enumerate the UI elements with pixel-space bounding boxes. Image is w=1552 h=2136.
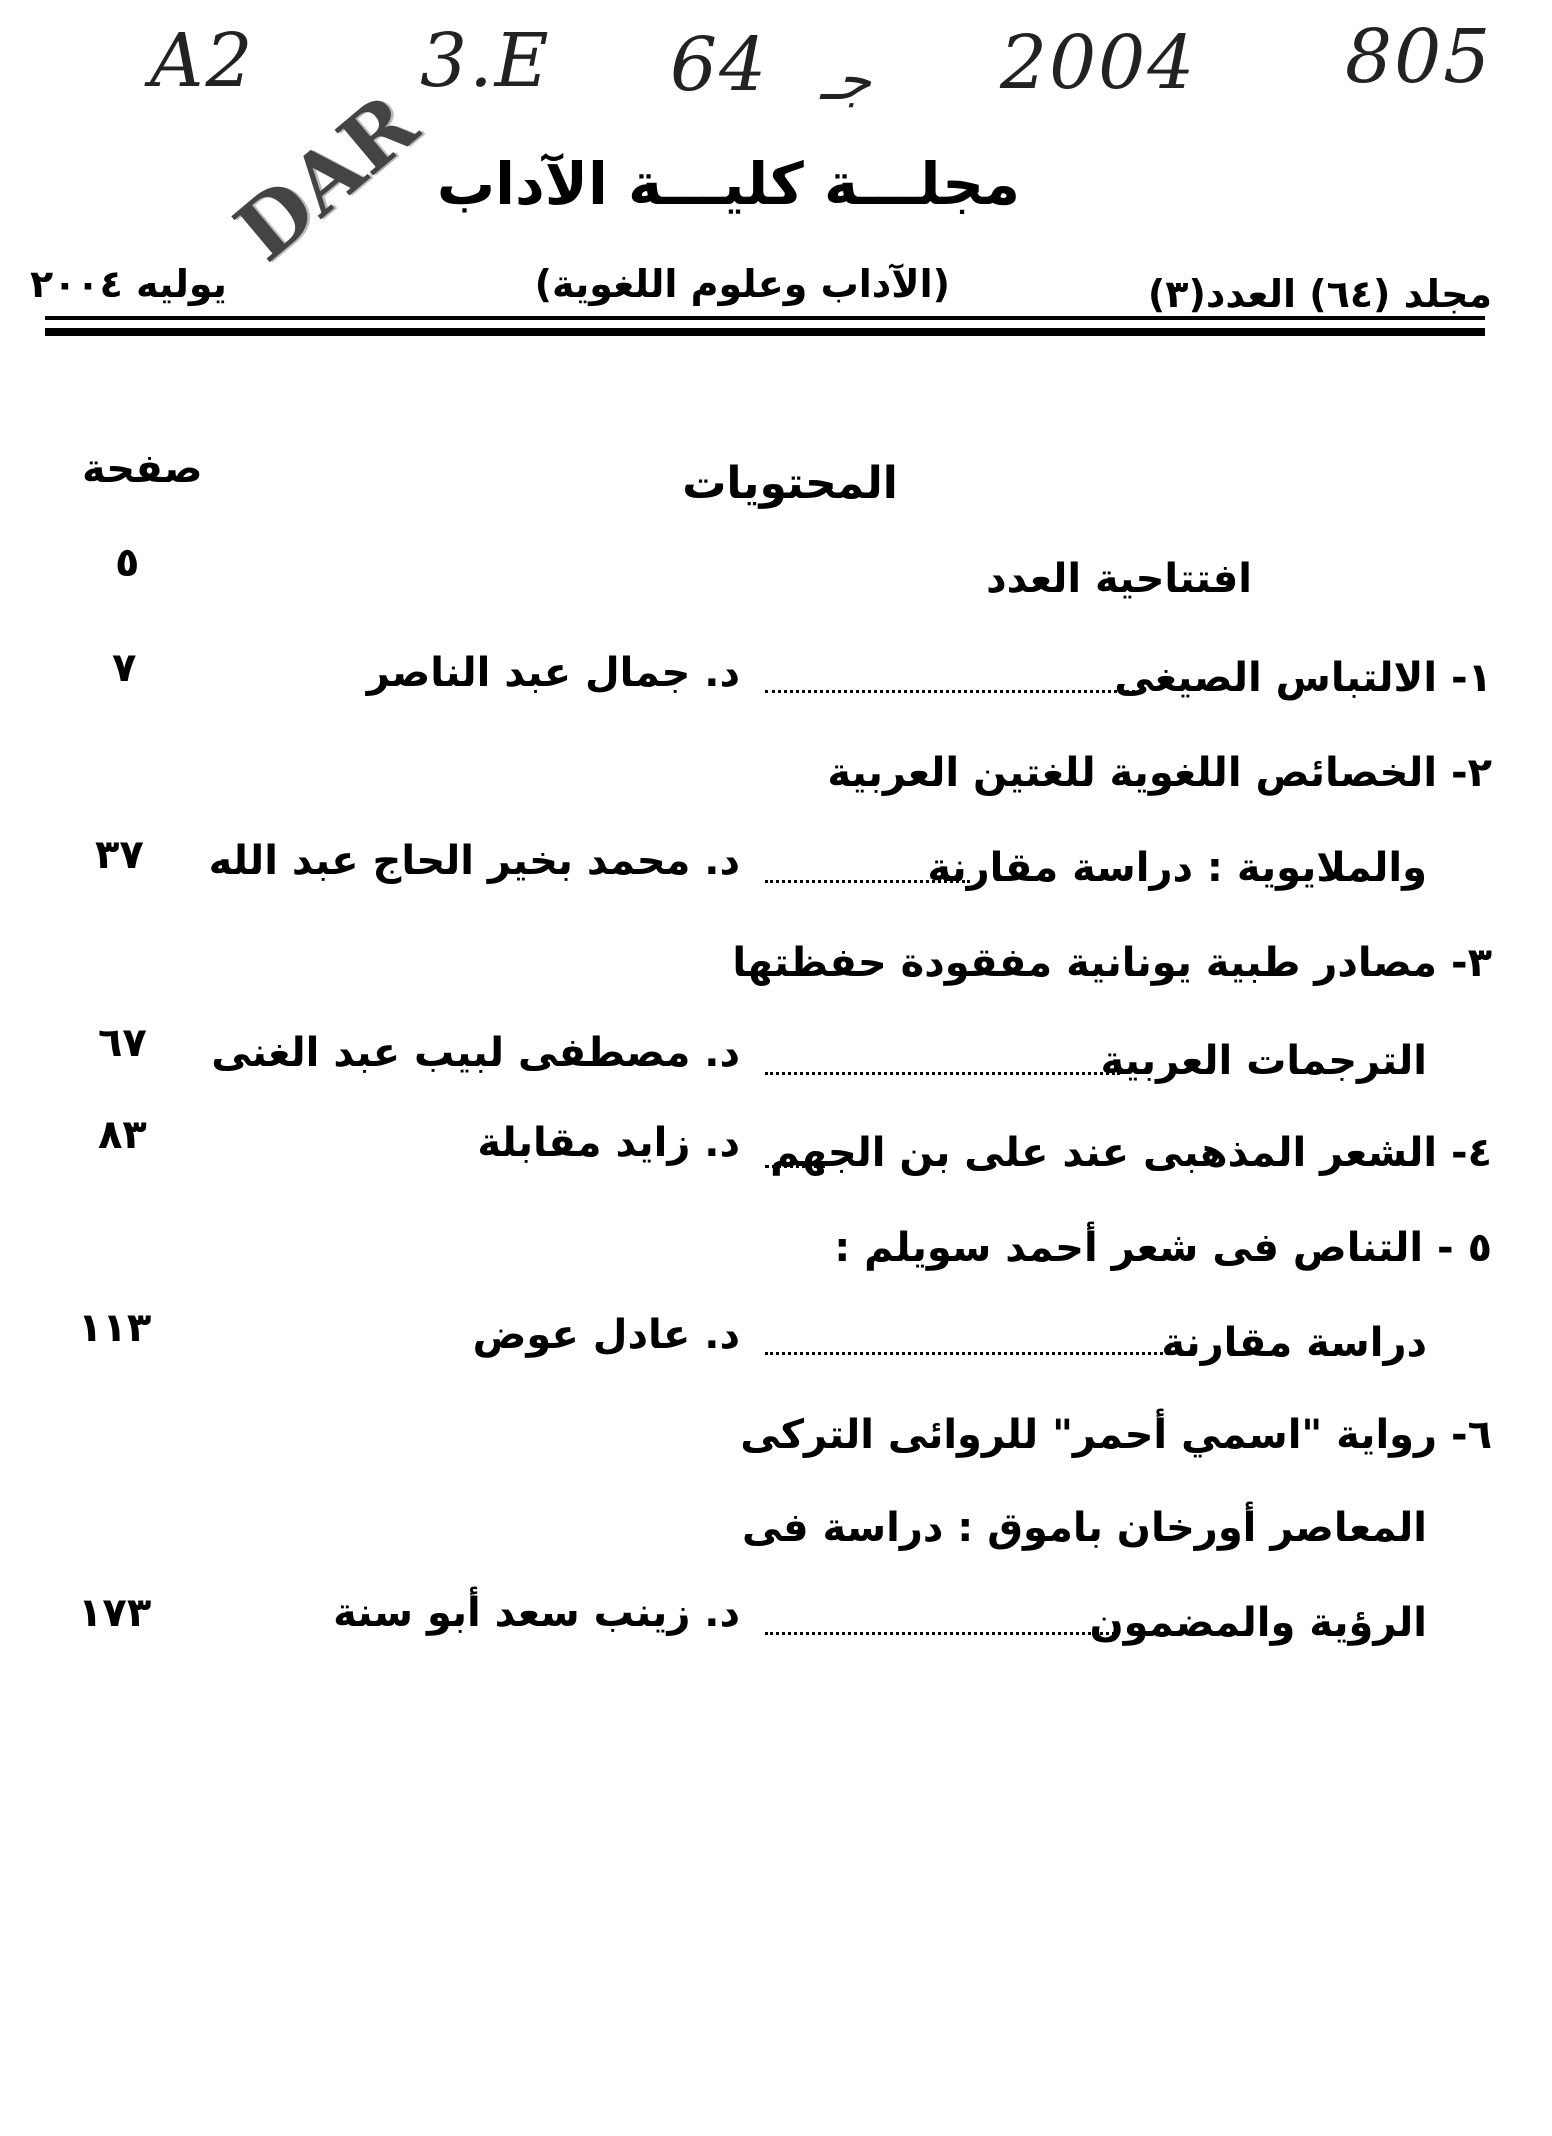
toc-entry-page: ٦٧ [98, 1020, 147, 1066]
toc-entry-author: د. جمال عبد الناصر [366, 650, 740, 696]
leader-dots [765, 1072, 1120, 1075]
issue-date: يوليه ٢٠٠٤ [30, 262, 227, 306]
handwritten-part-note: جـ [820, 48, 872, 113]
handwritten-ref-middle: 3.E [420, 18, 551, 104]
toc-entry-title-line: المعاصر أورخان باموق : دراسة فى [741, 1505, 1427, 1551]
page-column-label: صفحة [82, 446, 203, 492]
library-stamp: DAR [217, 76, 436, 280]
leader-dots [765, 690, 1135, 693]
toc-entry-title-line: دراسة مقارنة [1161, 1320, 1427, 1366]
toc-entry-title-line: ٥ - التناص فى شعر أحمد سويلم : [834, 1225, 1492, 1271]
toc-entry-page: ٥ [115, 540, 140, 586]
toc-entry-title-line: افتتاحية العدد [986, 556, 1252, 602]
toc-entry-title-line: ٢- الخصائص اللغوية للغتين العربية [827, 750, 1492, 796]
handwritten-number-note: 805 [1345, 14, 1493, 100]
toc-entry-author: د. مصطفى لبيب عبد الغنى [211, 1030, 740, 1076]
toc-entry-author: د. زايد مقابلة [477, 1120, 740, 1166]
header-rule-top [45, 316, 1485, 320]
toc-entry-page: ٨٣ [98, 1112, 147, 1158]
toc-entry-title-line: والملايوية : دراسة مقارنة [927, 845, 1427, 891]
volume-issue: مجلد (٦٤) العدد(٣) [1147, 272, 1492, 316]
handwritten-ref-left: A2 [150, 18, 255, 104]
contents-heading: المحتويات [682, 458, 898, 509]
leader-dots [765, 1352, 1175, 1355]
toc-entry-title-line: الترجمات العربية [1100, 1038, 1427, 1084]
toc-entry-page: ٣٧ [95, 832, 144, 878]
toc-entry-title-line: ٦- رواية "اسمي أحمر" للروائى التركى [740, 1412, 1492, 1458]
leader-dots [765, 1165, 825, 1168]
journal-title: مجلـــة كليـــة الآداب [436, 150, 1020, 218]
toc-entry-author: د. محمد بخير الحاج عبد الله [208, 838, 740, 884]
leader-dots [765, 880, 970, 883]
header-rule-bottom [45, 328, 1485, 336]
toc-entry-author: د. عادل عوض [472, 1312, 740, 1358]
toc-entry-title-line: ٤- الشعر المذهبى عند على بن الجهم [770, 1130, 1492, 1176]
toc-entry-title-line: الرؤية والمضمون [1089, 1600, 1427, 1646]
handwritten-volume-note: 64 [670, 22, 769, 108]
toc-entry-page: ٧ [112, 645, 137, 691]
toc-entry-page: ١٧٣ [78, 1590, 152, 1636]
toc-entry-author: د. زينب سعد أبو سنة [333, 1590, 740, 1636]
toc-entry-title-line: ٣- مصادر طبية يونانية مفقودة حفظتها [732, 940, 1492, 986]
toc-entry-title-line: ١- الالتباس الصيغى [1114, 655, 1492, 701]
journal-series: (الآداب وعلوم اللغوية) [534, 262, 950, 306]
handwritten-year-note: 2004 [1000, 20, 1197, 106]
leader-dots [765, 1632, 1115, 1635]
toc-entry-page: ١١٣ [78, 1305, 152, 1351]
